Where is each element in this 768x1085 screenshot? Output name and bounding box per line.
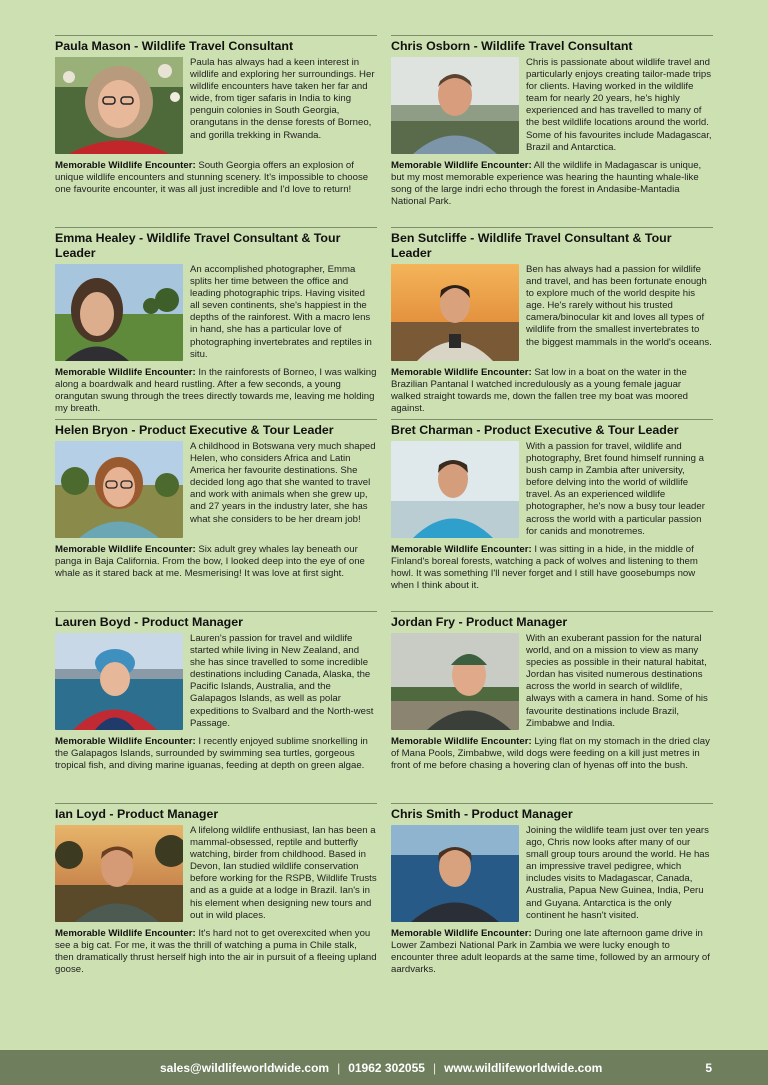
profile-bio: An accomplished photographer, Emma splits her time between the office and leading photographic trips. Having visited all seven continents, she's happiest in the depths of the rainforest. With a macro lens in hand, she has a particular love of photographing invertebrates and reptiles in situ. (190, 264, 372, 360)
memorable-encounter-text: In the rainforests of Borneo, I was walking along a boardwalk and heard rustling. After a few seconds, a young orangutan swung through the trees directly towards me, leaving me holding my breath. (55, 367, 377, 415)
memorable-encounter-label: Memorable Wildlife Encounter: (391, 160, 532, 171)
page-number: 5 (705, 1061, 712, 1075)
memorable-encounter-text: Six adult grey whales lay beneath our panga in Baja California. From the bow, I looked deep into the eye of one whale as it stared back at me. Mesmerising! It was love at first sight. (55, 544, 365, 580)
team-profiles-grid (55, 35, 713, 995)
profile-card (55, 419, 377, 611)
profile-card (55, 35, 377, 227)
profile-name: Chris Osborn - Wildlife Travel Consultant (391, 39, 633, 53)
profile-name: Emma Healey - Wildlife Travel Consultant & Tour Leader (55, 231, 341, 260)
profile-card (391, 227, 713, 419)
memorable-encounter-label: Memorable Wildlife Encounter: (55, 367, 196, 378)
profile-photo (391, 441, 519, 538)
memorable-encounter-label: Memorable Wildlife Encounter: (391, 367, 532, 378)
memorable-encounter-label: Memorable Wildlife Encounter: (391, 736, 532, 747)
footer-contact (160, 1061, 602, 1075)
memorable-encounter-label: Memorable Wildlife Encounter: (391, 928, 532, 939)
memorable-encounter-label: Memorable Wildlife Encounter: (391, 544, 532, 555)
profile-bio: A lifelong wildlife enthusiast, Ian has been a mammal-obsessed, reptile and butterfly watching, birder from childhood. Based in Devon, Ian studied wildlife conservation before working for the RSPB, Wildlife Trusts and as a guide at a lodge in Brazil. Ian's in his element when designing new tours and out in wild places. (190, 825, 377, 921)
memorable-encounter (55, 928, 377, 976)
memorable-encounter-text: I recently enjoyed sublime snorkelling in the Galapagos Islands, surrounded by swimming sea turtles, gorgeous tropical fish, and diving marine iguanas, feeding at depth on green algae. (55, 736, 368, 772)
memorable-encounter-text: South Georgia offers an explosion of unique wildlife encounters and stunning scenery. It's impossible to choose one favourite encounter, it was all just incredible and I'd love to return! (55, 160, 369, 196)
profile-card (391, 35, 713, 227)
profile-bio: Paula has always had a keen interest in wildlife and exploring her surroundings. Her wildlife encounters have taken her far and wide, from tiger safaris in India to king penguin colonies in South Georgia, orangutans in the dense forests of Borneo, and gorilla trekking in Rwanda. (190, 57, 375, 141)
profile-photo (391, 57, 519, 154)
memorable-encounter-text: During one late afternoon game drive in Lower Zambezi National Park in Zambia we were lucky enough to encounter three adult leopards at the same time, followed by an armoury of aardvarks. (391, 928, 710, 976)
profile-photo (55, 441, 183, 538)
profile-bio: A childhood in Botswana very much shaped Helen, who considers Africa and Latin America her favourite destinations. She decided long ago that she wanted to travel and work with animals when she grew up, and 27 years in the industry later, she has what she considers to be her dream job! (190, 441, 376, 525)
profile-photo (55, 57, 183, 154)
memorable-encounter-text: Sat low in a boat on the water in the Brazilian Pantanal I watched incredulously as a young female jaguar walked straight towards me, down the fallen tree my boat was moored against. (391, 367, 689, 415)
memorable-encounter-label: Memorable Wildlife Encounter: (55, 160, 196, 171)
memorable-encounter (391, 160, 713, 208)
profile-photo (391, 633, 519, 730)
footer-phone[interactable]: 01962 302055 (348, 1061, 425, 1075)
profile-bio: Ben has always had a passion for wildlife and travel, and has been fortunate enough to explore much of the world despite his age. He's rarely without his trusted camera/binocular kit and loves all types of wildlife from the smallest invertebrates to the biggest mammals in the world's oceans. (526, 264, 712, 348)
profile-name: Lauren Boyd - Product Manager (55, 615, 243, 629)
profile-card (391, 419, 713, 611)
profile-photo (55, 264, 183, 361)
profile-card (55, 803, 377, 995)
profile-card (391, 611, 713, 803)
memorable-encounter (391, 736, 713, 772)
memorable-encounter (391, 544, 713, 592)
footer-website-link[interactable]: www.wildlifeworldwide.com (444, 1061, 603, 1075)
footer-email-link[interactable]: sales@wildlifeworldwide.com (160, 1061, 330, 1075)
memorable-encounter-label: Memorable Wildlife Encounter: (55, 736, 196, 747)
memorable-encounter (391, 367, 713, 415)
memorable-encounter (55, 544, 377, 580)
profile-bio: Joining the wildlife team just over ten years ago, Chris now looks after many of our small group tours around the world. He has an impressive travel pedigree, which includes visits to Madagascar, Canada, Australia, Papua New Guinea, India, Peru and Guyana. Antarctica is the only continent he hasn't visited. (526, 825, 710, 921)
profile-bio: Lauren's passion for travel and wildlife started while living in New Zealand, and she has since travelled to some incredible destinations including Canada, Alaska, the Pacific Islands, Australia, and the Galapagos Islands, as well as polar expeditions to Svalbard and the North-west Passage. (190, 633, 374, 729)
profile-photo (391, 825, 519, 922)
profile-name: Ian Loyd - Product Manager (55, 807, 219, 821)
memorable-encounter (55, 160, 377, 196)
memorable-encounter-text: Lying flat on my stomach in the dried clay of Mana Pools, Zimbabwe, wild dogs were feeding on a kill just metres in front of me before chasing a hovering clan of hyenas off into the bush. (391, 736, 710, 772)
profile-name: Jordan Fry - Product Manager (391, 615, 568, 629)
profile-name: Paula Mason - Wildlife Travel Consultant (55, 39, 294, 53)
profile-card (55, 611, 377, 803)
memorable-encounter-label: Memorable Wildlife Encounter: (55, 928, 196, 939)
memorable-encounter-text: I was sitting in a hide, in the middle of Finland's boreal forests, watching a pack of wolves and listening to them howl. It was something I'll never forget and I still have goosebumps now when I think about it. (391, 544, 698, 592)
memorable-encounter (55, 736, 377, 772)
profile-card (391, 803, 713, 995)
footer-separator: | (337, 1061, 341, 1075)
memorable-encounter (55, 367, 377, 415)
profile-photo (55, 633, 183, 730)
footer-separator: | (432, 1061, 437, 1075)
profile-card (55, 227, 377, 419)
profile-photo (391, 264, 519, 361)
memorable-encounter-label: Memorable Wildlife Encounter: (55, 544, 196, 555)
profile-bio: With an exuberant passion for the natural world, and on a mission to view as many species as possible in their natural habitat, Jordan has visited numerous destinations across the world in search of wildlife, always with a camera in hand. Some of his favourite destinations include Brazil, Zimbabwe and India. (526, 633, 708, 729)
profile-name: Bret Charman - Product Executive & Tour Leader (391, 423, 679, 437)
profile-name: Ben Sutcliffe - Wildlife Travel Consultant & Tour Leader (391, 231, 672, 260)
memorable-encounter-text: All the wildlife in Madagascar is unique, but my most memorable experience was hearing the haunting whale-like song of the large indri echo through the forest in Andasibe-Mantadia National Park. (391, 160, 702, 208)
footer-bar (0, 1050, 768, 1085)
profile-name: Helen Bryon - Product Executive & Tour Leader (55, 423, 334, 437)
memorable-encounter-text: It's hard not to get overexcited when you see a big cat. For me, it was the thrill of watching a puma in Chile stalk, then dramatically thrust herself high into the air in pursuit of a fleeing upland goose. (55, 928, 377, 976)
profile-photo (55, 825, 183, 922)
profile-bio: With a passion for travel, wildlife and photography, Bret found himself running a bush camp in Zambia after university, before delving into the world of wildlife travel. As an experienced wildlife photographer, he's now a busy tour leader across the world with a particular passion for canids and monotremes. (526, 441, 705, 537)
memorable-encounter (391, 928, 713, 976)
profile-bio: Chris is passionate about wildlife travel and particularly enjoys creating tailor-made trips for clients. Having worked in the wildlife team for nearly 20 years, he's highly experienced and has travelled to many of the best wildlife locations around the world. Some of his favourites include Madagascar, Brazil and Antarctica. (526, 57, 712, 153)
profile-name: Chris Smith - Product Manager (391, 807, 573, 821)
